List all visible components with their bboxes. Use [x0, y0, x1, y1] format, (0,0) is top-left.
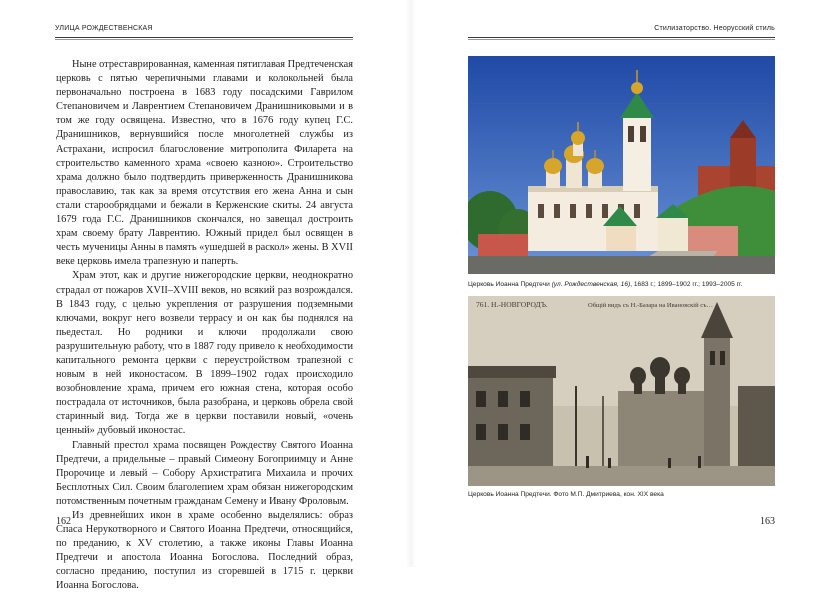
paragraph-2: Храм этот, как и другие нижегородские церкви, неоднократно страдал от пожаров XVII–XVIII веков, но всякий раз возрождался. В 1843 году, с целью укрепления от разрушения подземными ключами, вокруг него возвели террасу и он как бы поднялся на пьедестал. Но родники и ключи продолжали свою разрушительную работу, что в 1887 году привело к необходимости капитального ремонта церкви с переустройством трапезной с новым в ней иконостасом. В 1899–1902 годах происходило возобновление храма, причем его южная стена, которая особо пострадала от источников, была разобрана, и церковь обрела свой старинный вид. Тогда же в церкви поставили новый, «очень ценный» дубовый иконостас. — [56, 270, 353, 437]
photo1-caption-address: (ул. Рождественская, 16) — [551, 281, 631, 288]
photo1-caption-dates: , 1683 г.; 1899–1902 гг.; 1993–2005 гг. — [630, 281, 743, 288]
right-page — [411, 0, 822, 567]
left-page — [0, 0, 411, 592]
header-rule-right — [468, 37, 775, 38]
church-color-photo — [468, 56, 775, 274]
body-text — [56, 58, 353, 594]
photo2-caption: Церковь Иоанна Предтечи. Фото М.П. Дмитриева, кон. XIX века — [468, 491, 664, 498]
running-head-left: УЛИЦА РОЖДЕСТВЕНСКАЯ — [55, 25, 153, 32]
page-number-left: 162 — [56, 516, 71, 527]
paragraph-3: Главный престол храма посвящен Рождеству Святого Иоанна Предтечи, а придельные – правый Симеону Богоприимцу и Анне Пророчице и левый – Собору Архистратига Михаила и прочих Бесплотных Сил. Своим благолепием храм обязан нижегородским потомственным почетным гражданам Семену и Ивану Фроловым. — [56, 439, 353, 507]
church-color-illustration — [468, 56, 775, 274]
church-historic-postcard — [468, 296, 775, 486]
paragraph-4: Из древнейших икон в храме особенно выделялись: образ Спаса Нерукотворного и Святого Иоанна Предтечи, относящийся, по преданию, к XV столетию, а также иконы Главы Иоанна Предтечи и апостола Иоанна Богослова. Последний образ, согласно преданию, поступил из сгоревшей в 1715 г. церкви Иоанна Богослова. — [56, 510, 353, 592]
header-rule-left — [55, 37, 353, 38]
page-number-right: 163 — [760, 516, 775, 527]
photo1-caption — [468, 281, 788, 288]
postcard-illustration — [468, 296, 775, 486]
postcard-number: 761. Н.-НОВГОРОДЪ. — [476, 300, 548, 309]
postcard-title: Общiй видъ съ Н.-Базара на Ивановскiй съ… — [588, 302, 713, 309]
paragraph-1: Ныне отреставрированная, каменная пятиглавая Предтеченская церковь с пятью черепичными главами и колокольней была первоначально построена в 1683 году посадскими Гаврилом Степановичем и Лаврентием Степановичем Дранишниковыми и в том же году освящена. Известно, что в 1676 году купец Г.С. Дранишников, вернувшийся после многолетней службы из Астрахани, испросил благословение митрополита Филарета на строительство каменного храма «своею казною». Строительство храма должно было подтвердить приверженность Дранишникова православию, так как за время отсутствия его жена Анна и сын стали старообрядцами и бежали в Керженские скиты. 24 августа 1679 года Г.С. Дранишников скончался, но завещал достроить храм своему брату Лаврентию. Южный придел был освящен в честь мученицы Анны в память «ушедшей в раскол» жены. В XVII веке церковь имела трапезную и паперть. — [56, 59, 353, 268]
running-head-right: Стилизаторство. Неорусский стиль — [654, 25, 775, 32]
photo1-caption-main: Церковь Иоанна Предтечи — [468, 281, 550, 288]
